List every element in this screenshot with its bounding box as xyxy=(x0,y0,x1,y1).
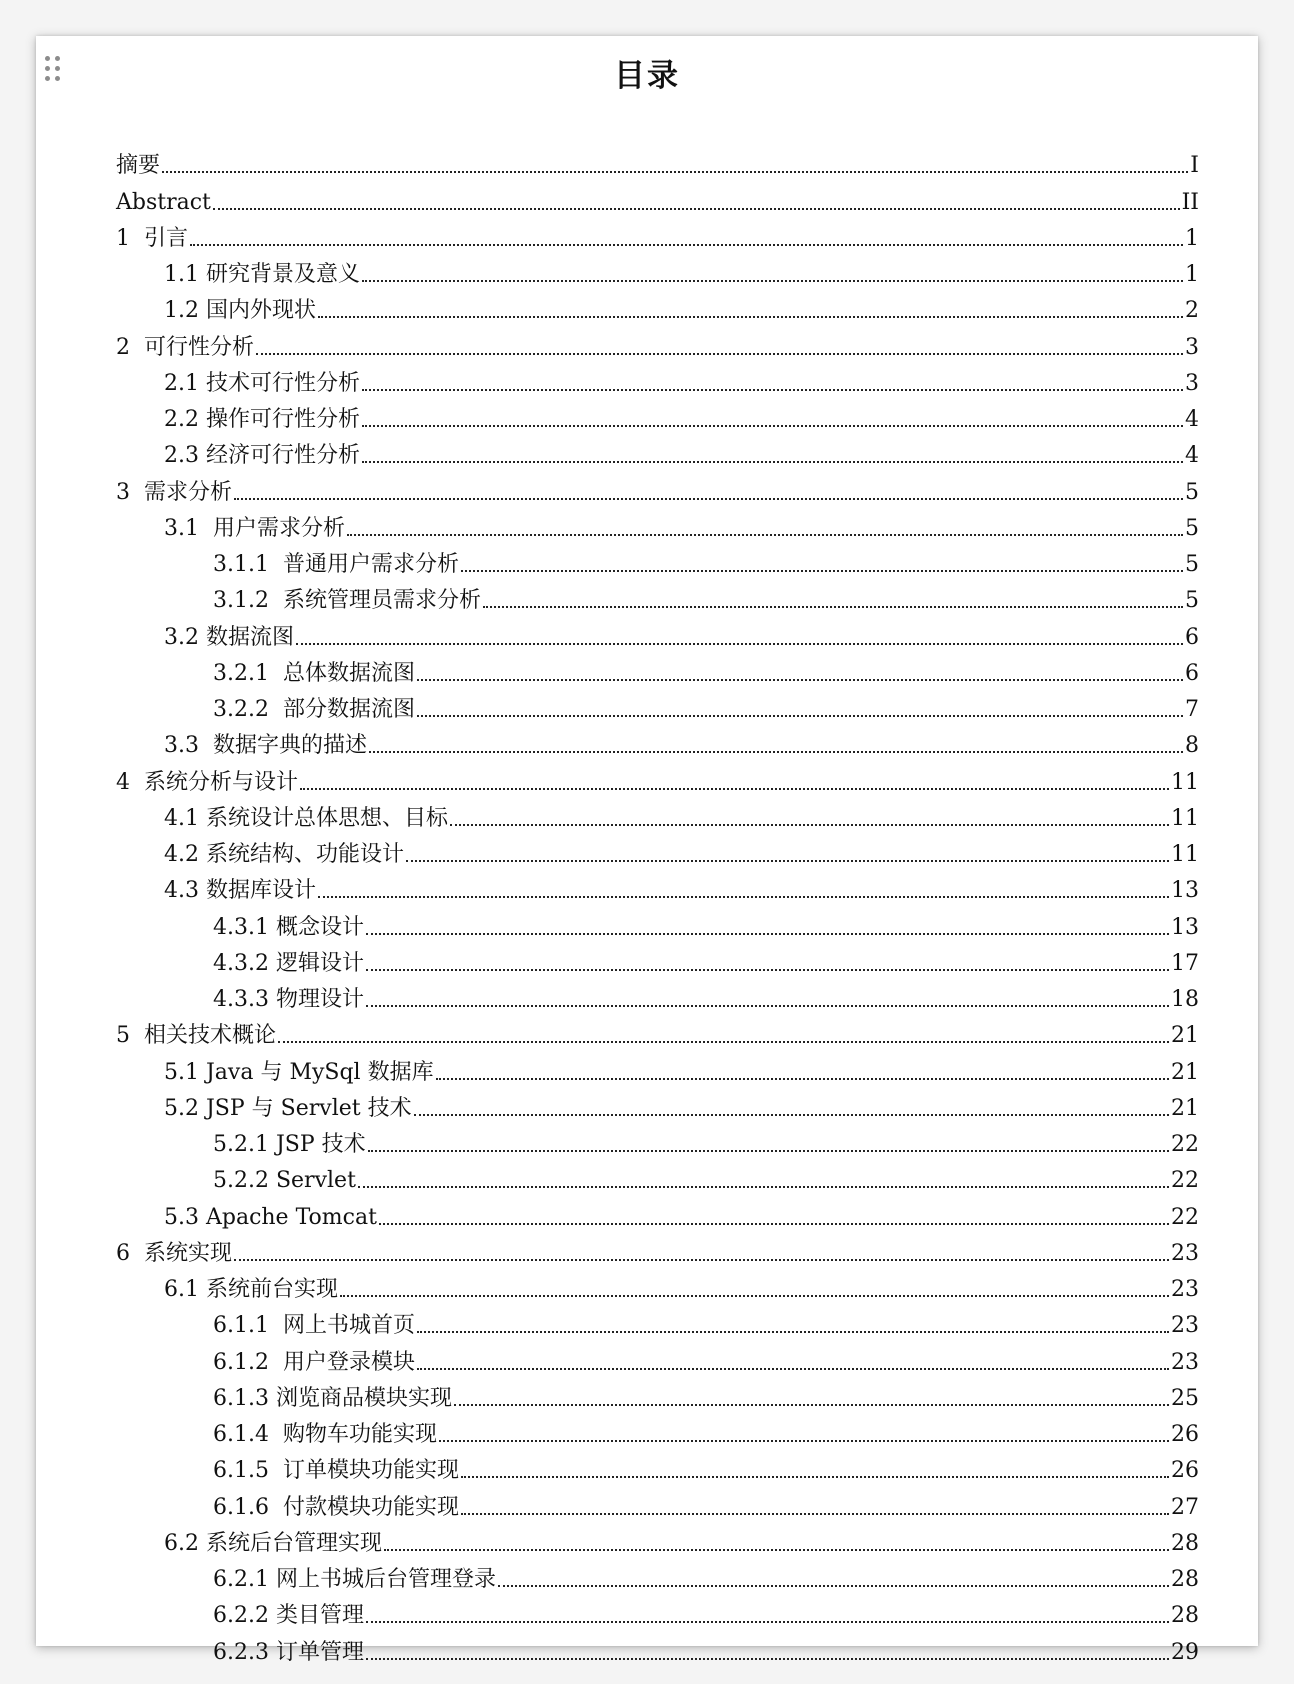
toc-entry[interactable] xyxy=(116,180,1199,216)
toc-entry[interactable] xyxy=(116,1232,1199,1268)
toc-entry-page-number: 11 xyxy=(1171,842,1199,867)
toc-entry[interactable] xyxy=(116,688,1199,724)
toc-entry[interactable] xyxy=(116,362,1199,398)
toc-entry-label: 4.2 系统结构、功能设计 xyxy=(164,842,404,867)
toc-entry[interactable] xyxy=(116,1014,1199,1050)
toc-entry-page-number: 3 xyxy=(1185,370,1199,396)
toc-entry-page-number: 2 xyxy=(1185,298,1199,324)
toc-entry[interactable] xyxy=(116,1485,1199,1521)
dot-leader xyxy=(318,896,1169,898)
toc-entry[interactable] xyxy=(116,1522,1199,1558)
toc-entry-page-number: 21 xyxy=(1171,1095,1199,1121)
toc-entry-page-number: 29 xyxy=(1171,1639,1199,1665)
toc-entry-page-number: 4 xyxy=(1185,407,1199,432)
toc-entry-page-number: 28 xyxy=(1171,1603,1199,1629)
toc-entry-label: 5.2.1 JSP 技术 xyxy=(213,1132,366,1157)
toc-entry-page-number: 4 xyxy=(1185,443,1199,469)
toc-entry-label: 5 相关技术概论 xyxy=(116,1023,276,1049)
dot-leader xyxy=(450,824,1169,826)
toc-entry-label: 6.1.3 浏览商品模块实现 xyxy=(213,1385,452,1411)
dot-leader xyxy=(318,316,1183,318)
toc-entry-label: 4.3.1 概念设计 xyxy=(213,914,364,940)
toc-entry-label: 3.2 数据流图 xyxy=(164,624,294,650)
toc-entry[interactable] xyxy=(116,1268,1199,1304)
toc-entry-label: 2.2 操作可行性分析 xyxy=(164,407,360,432)
toc-entry[interactable] xyxy=(116,833,1199,869)
dot-leader xyxy=(366,969,1169,971)
toc-entry-page-number: 5 xyxy=(1185,515,1199,541)
toc-entry-page-number: 23 xyxy=(1171,1349,1199,1375)
toc-entry[interactable] xyxy=(116,942,1199,978)
dot-leader xyxy=(362,461,1183,463)
toc-entry-page-number: 13 xyxy=(1171,878,1199,904)
toc-entry-label: 5.1 Java 与 MySql 数据库 xyxy=(164,1059,434,1085)
toc-entry[interactable] xyxy=(116,1449,1199,1485)
toc-entry-label: 3.3 数据字典的描述 xyxy=(164,733,367,759)
toc-entry-page-number: 23 xyxy=(1171,1313,1199,1339)
toc-entry-page-number: 28 xyxy=(1171,1567,1199,1592)
dot-leader xyxy=(368,1150,1169,1152)
toc-entry-page-number: 21 xyxy=(1171,1059,1199,1085)
toc-entry-label: 1.1 研究背景及意义 xyxy=(164,262,360,287)
toc-entry-page-number: 22 xyxy=(1171,1132,1199,1157)
toc-entry[interactable] xyxy=(116,1340,1199,1376)
dot-leader xyxy=(366,1621,1169,1623)
toc-entry-label: 6.1.2 用户登录模块 xyxy=(213,1349,415,1375)
toc-entry-page-number: 8 xyxy=(1185,733,1199,759)
dot-leader xyxy=(414,1114,1169,1116)
toc-entry-label: 4.3.3 物理设计 xyxy=(213,987,364,1012)
toc-entry-label: 3.2.1 总体数据流图 xyxy=(213,660,415,686)
toc-entry-label: 3.1.2 系统管理员需求分析 xyxy=(213,588,481,614)
dot-leader xyxy=(417,679,1183,681)
dot-leader xyxy=(162,171,1188,173)
toc-entry-label: 4.3 数据库设计 xyxy=(164,878,316,904)
dot-leader xyxy=(461,570,1183,572)
dot-leader xyxy=(278,1041,1169,1043)
dot-leader xyxy=(406,860,1169,862)
toc-entry-page-number: 3 xyxy=(1185,334,1199,360)
toc-entry-page-number: 21 xyxy=(1171,1023,1199,1049)
dot-leader xyxy=(436,1078,1169,1080)
toc-entry[interactable] xyxy=(116,579,1199,615)
toc-entry-page-number: 18 xyxy=(1171,987,1199,1012)
toc-entry[interactable] xyxy=(116,144,1199,180)
toc-entry-label: 4.1 系统设计总体思想、目标 xyxy=(164,805,448,831)
toc-entry[interactable] xyxy=(116,1630,1199,1666)
toc-entry-label: 6.1.4 购物车功能实现 xyxy=(213,1422,437,1447)
toc-entry-label: 6.1.5 订单模块功能实现 xyxy=(213,1458,459,1484)
toc-entry-label: 6.2 系统后台管理实现 xyxy=(164,1530,382,1556)
toc-entry-label: 4.3.2 逻辑设计 xyxy=(213,950,364,976)
toc-entry-page-number: 7 xyxy=(1185,697,1199,722)
toc-entry-page-number: 28 xyxy=(1171,1530,1199,1556)
toc-entry[interactable] xyxy=(116,1195,1199,1231)
dot-leader xyxy=(439,1440,1169,1442)
toc-entry-page-number: 1 xyxy=(1185,262,1199,287)
toc-entry[interactable] xyxy=(116,615,1199,651)
toc-entry-label: 3.1 用户需求分析 xyxy=(164,515,345,541)
dot-leader xyxy=(256,353,1183,355)
toc-entry[interactable] xyxy=(116,760,1199,796)
toc-entry-page-number: 26 xyxy=(1171,1458,1199,1484)
toc-entry[interactable] xyxy=(116,797,1199,833)
toc-entry-label: 6.1 系统前台实现 xyxy=(164,1277,338,1302)
toc-entry-label: 6.1.6 付款模块功能实现 xyxy=(213,1494,459,1520)
toc-entry[interactable] xyxy=(116,543,1199,579)
toc-entry-label: 2 可行性分析 xyxy=(116,334,254,360)
dot-leader xyxy=(234,1259,1169,1261)
toc-entry[interactable] xyxy=(116,1413,1199,1449)
toc-entry-page-number: 25 xyxy=(1171,1385,1199,1411)
toc-entry[interactable] xyxy=(116,905,1199,941)
toc-entry-page-number: 23 xyxy=(1171,1277,1199,1302)
toc-entry-page-number: 5 xyxy=(1185,588,1199,614)
toc-entry-label: 5.2.2 Servlet xyxy=(213,1168,356,1194)
toc-entry-label: 5.3 Apache Tomcat xyxy=(164,1204,377,1230)
dot-leader xyxy=(454,1404,1169,1406)
toc-entry-page-number: 5 xyxy=(1185,479,1199,505)
toc-entry-label: 1 引言 xyxy=(116,225,188,251)
dot-leader xyxy=(347,534,1183,536)
dot-leader xyxy=(461,1476,1169,1478)
toc-entry[interactable] xyxy=(116,652,1199,688)
table-of-contents xyxy=(116,144,1199,1667)
toc-entry[interactable] xyxy=(116,434,1199,470)
toc-entry[interactable] xyxy=(116,869,1199,905)
toc-entry-label: 6.2.3 订单管理 xyxy=(213,1639,364,1665)
toc-entry-label: 4 系统分析与设计 xyxy=(116,769,298,795)
toc-entry[interactable] xyxy=(116,1123,1199,1159)
dot-leader xyxy=(417,1331,1169,1333)
dot-leader xyxy=(483,606,1183,608)
toc-entry-label: 2.3 经济可行性分析 xyxy=(164,443,360,469)
toc-entry-page-number: 1 xyxy=(1185,225,1199,251)
document-page xyxy=(36,36,1258,1665)
dot-leader xyxy=(190,244,1183,246)
toc-entry[interactable] xyxy=(116,1159,1199,1195)
toc-entry[interactable] xyxy=(116,978,1199,1014)
dot-leader xyxy=(362,389,1183,391)
toc-entry-page-number: 23 xyxy=(1171,1240,1199,1266)
toc-entry-page-number: 6 xyxy=(1185,624,1199,650)
toc-entry[interactable] xyxy=(116,253,1199,289)
dot-leader xyxy=(296,643,1183,645)
toc-entry[interactable] xyxy=(116,724,1199,760)
toc-entry-label: 6.2.2 类目管理 xyxy=(213,1603,364,1629)
toc-entry[interactable] xyxy=(116,1304,1199,1340)
toc-entry[interactable] xyxy=(116,1050,1199,1086)
dot-leader xyxy=(417,1368,1169,1370)
toc-entry-label: 3.1.1 普通用户需求分析 xyxy=(213,552,459,577)
toc-entry-label: Abstract xyxy=(116,189,211,215)
toc-entry-page-number: 26 xyxy=(1171,1422,1199,1447)
toc-entry-page-number: II xyxy=(1181,189,1199,215)
dot-leader xyxy=(461,1513,1169,1515)
toc-entry-label: 3 需求分析 xyxy=(116,479,232,505)
dot-leader xyxy=(366,933,1169,935)
toc-entry-page-number: 13 xyxy=(1171,914,1199,940)
dot-leader xyxy=(358,1186,1169,1188)
toc-entry[interactable] xyxy=(116,470,1199,506)
toc-entry-page-number: 5 xyxy=(1185,552,1199,577)
dot-leader xyxy=(379,1223,1169,1225)
toc-entry-page-number: 27 xyxy=(1171,1494,1199,1520)
toc-entry[interactable] xyxy=(116,1087,1199,1123)
toc-entry-label: 6 系统实现 xyxy=(116,1240,232,1266)
toc-entry[interactable] xyxy=(116,325,1199,361)
toc-entry-page-number: 22 xyxy=(1171,1204,1199,1230)
toc-entry-label: 2.1 技术可行性分析 xyxy=(164,370,360,396)
dot-leader xyxy=(340,1295,1169,1297)
toc-entry[interactable] xyxy=(116,398,1199,434)
toc-entry[interactable] xyxy=(116,1377,1199,1413)
toc-entry-page-number: 11 xyxy=(1171,769,1199,795)
toc-entry-page-number: 11 xyxy=(1171,805,1199,831)
toc-entry-page-number: 17 xyxy=(1171,950,1199,976)
toc-entry[interactable] xyxy=(116,507,1199,543)
dot-leader xyxy=(498,1585,1169,1587)
toc-entry-label: 6.2.1 网上书城后台管理登录 xyxy=(213,1567,496,1592)
toc-entry-label: 1.2 国内外现状 xyxy=(164,298,316,324)
toc-entry-label: 摘要 xyxy=(116,153,161,179)
dot-leader xyxy=(369,751,1183,753)
toc-entry[interactable] xyxy=(116,1558,1199,1594)
toc-entry-page-number: 6 xyxy=(1185,660,1199,686)
toc-entry[interactable] xyxy=(116,217,1199,253)
toc-entry-label: 6.1.1 网上书城首页 xyxy=(213,1313,415,1339)
toc-entry-label: 3.2.2 部分数据流图 xyxy=(213,697,415,722)
dot-leader xyxy=(213,208,1180,210)
dot-leader xyxy=(417,715,1183,717)
dot-leader xyxy=(366,1658,1169,1660)
dot-leader xyxy=(234,498,1183,500)
toc-entry[interactable] xyxy=(116,1594,1199,1630)
dot-leader xyxy=(366,1005,1169,1007)
dot-leader xyxy=(362,425,1183,427)
toc-entry-label: 5.2 JSP 与 Servlet 技术 xyxy=(164,1095,412,1121)
toc-title: 目录 xyxy=(614,58,680,94)
dot-leader xyxy=(362,280,1183,282)
dot-leader xyxy=(300,788,1169,790)
toc-entry-page-number: I xyxy=(1190,153,1199,179)
toc-entry[interactable] xyxy=(116,289,1199,325)
dot-leader xyxy=(384,1549,1169,1551)
toc-entry-page-number: 22 xyxy=(1171,1168,1199,1194)
